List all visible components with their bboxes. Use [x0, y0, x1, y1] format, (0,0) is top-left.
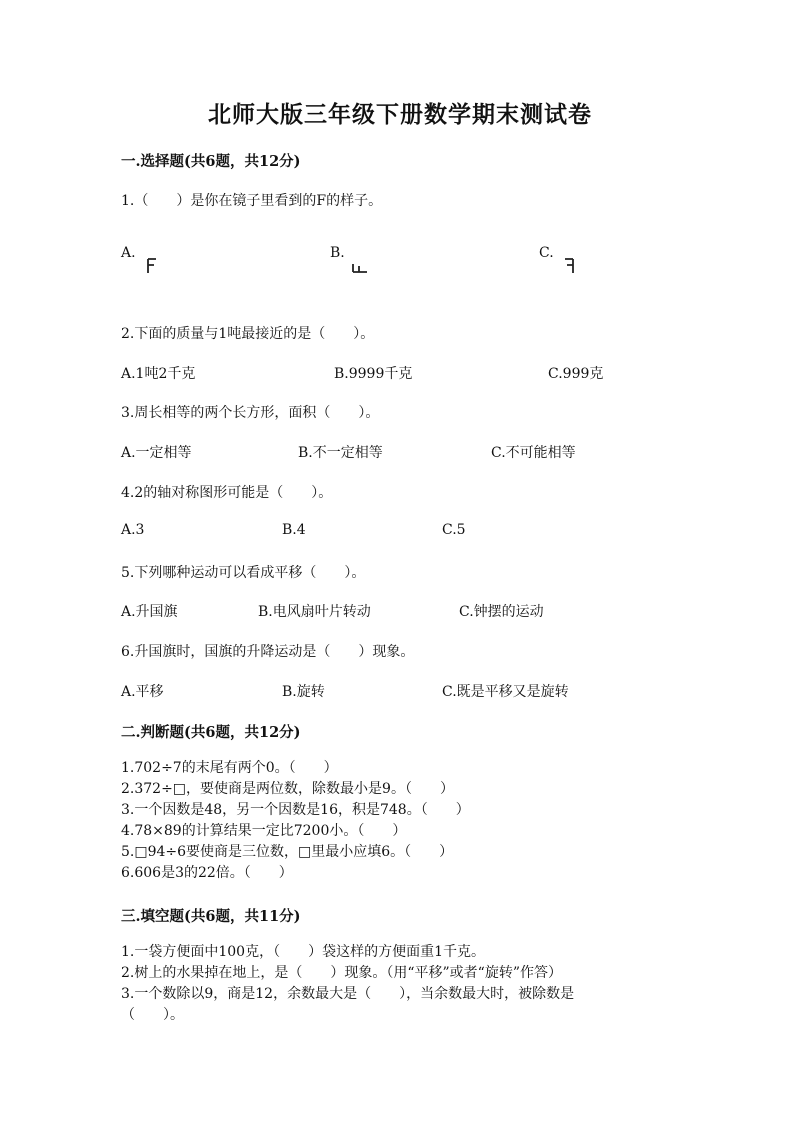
- question-1: 1.（ ）是你在镜子里看到的F的样子。: [121, 193, 383, 209]
- option-6c: C.既是平移又是旋转: [442, 684, 569, 700]
- judge-item: 1.702÷7的末尾有两个0。（ ）: [121, 760, 338, 776]
- option-4a: A.3: [121, 522, 145, 538]
- question-3: 3.周长相等的两个长方形，面积（ ）。: [121, 405, 380, 421]
- F-rotated-icon: [352, 262, 368, 274]
- option-3b: B.不一定相等: [298, 445, 383, 461]
- judge-item: 6.606是3的22倍。（ ）: [121, 865, 293, 881]
- fill-item: 1.一袋方便面中100克，（ ）袋这样的方便面重1千克。: [121, 944, 485, 960]
- option-2c: C.999克: [548, 366, 604, 382]
- option-4b: B.4: [282, 522, 306, 538]
- option-2a: A.1吨2千克: [121, 366, 196, 382]
- question-6: 6.升国旗时，国旗的升降运动是（ ）现象。: [121, 644, 415, 660]
- question-4: 4.2的轴对称图形可能是（ ）。: [121, 485, 333, 501]
- judge-item: 3.一个因数是48，另一个因数是16，积是748。（ ）: [121, 802, 470, 818]
- option-5b: B.电风扇叶片转动: [258, 604, 371, 620]
- option-1a: A.: [121, 245, 136, 261]
- question-2: 2.下面的质量与1吨最接近的是（ ）。: [121, 326, 375, 342]
- fill-item: （ ）。: [121, 1007, 184, 1023]
- section-heading-fill: 三.填空题(共6题，共11分): [121, 908, 301, 925]
- option-6a: A.平移: [121, 684, 164, 700]
- option-1b: B.: [330, 245, 345, 261]
- judge-item: 4.78×89的计算结果一定比7200小。（ ）: [121, 823, 407, 839]
- question-5: 5.下列哪种运动可以看成平移（ ）。: [121, 565, 366, 581]
- section-heading-choice: 一.选择题(共6题，共12分): [121, 153, 301, 170]
- option-1c: C.: [539, 245, 554, 261]
- F-normal-icon: [146, 258, 158, 274]
- section-heading-judge: 二.判断题(共6题，共12分): [121, 724, 301, 741]
- judge-item: 5.□94÷6要使商是三位数，□里最小应填6。（ ）: [121, 844, 454, 860]
- page-title: 北师大版三年级下册数学期末测试卷: [208, 101, 592, 128]
- option-6b: B.旋转: [282, 684, 325, 700]
- option-4c: C.5: [442, 522, 466, 538]
- judge-item: 2.372÷□，要使商是两位数，除数最小是9。（ ）: [121, 781, 454, 797]
- fill-item: 3.一个数除以9，商是12，余数最大是（ ），当余数最大时，被除数是: [121, 986, 575, 1002]
- option-5c: C.钟摆的运动: [459, 604, 544, 620]
- option-3c: C.不可能相等: [491, 445, 576, 461]
- option-2b: B.9999千克: [334, 366, 413, 382]
- F-mirrored-icon: [563, 258, 575, 274]
- option-3a: A.一定相等: [121, 445, 192, 461]
- fill-item: 2.树上的水果掉在地上，是（ ）现象。（用“平移”或者“旋转”作答）: [121, 965, 562, 981]
- option-5a: A.升国旗: [121, 604, 178, 620]
